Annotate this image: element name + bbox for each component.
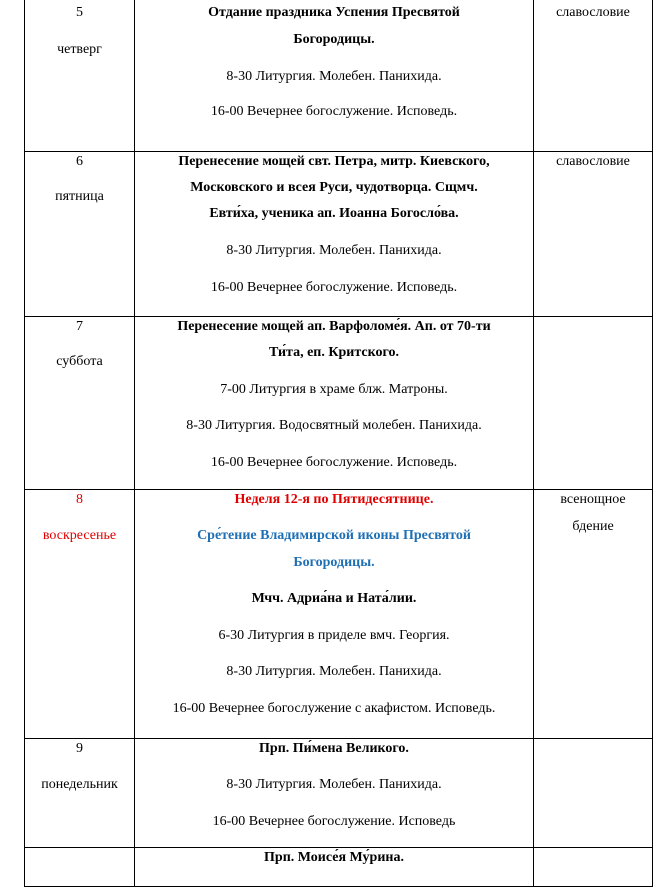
weekday: пятница: [55, 189, 104, 204]
feast-title: Сре́тение Владимирской иконы Пресвятой: [197, 528, 471, 543]
service-type-cell: [534, 739, 652, 848]
service-line: 16-00 Вечернее богослужение. Исповедь.: [210, 280, 458, 295]
service-type-cell: [534, 317, 652, 490]
service-line: 16-00 Вечернее богослужение. Исповедь.: [210, 455, 458, 470]
feast-title: Перенесение мощей ап. Варфоломе́я. Ап. от 70-ти: [177, 319, 491, 334]
event-cell: [135, 0, 533, 152]
table-row: [25, 739, 652, 848]
date-cell: [25, 848, 134, 886]
table-row: [25, 0, 652, 152]
feast-title: Евти́ха, ученика ап. Иоанна Богосло́ва.: [209, 206, 459, 221]
feast-title: Богородицы.: [293, 32, 375, 47]
event-cell: [135, 848, 533, 886]
service-line: 8-30 Литургия. Молебен. Панихида.: [226, 243, 442, 258]
feast-title: Московского и всея Руси, чудотворца. Сщмч.: [190, 180, 478, 195]
event-cell: [135, 739, 533, 848]
service-line: 16-00 Вечернее богослужение с акафистом. Исповедь.: [172, 701, 496, 716]
feast-title: Прп. Моисе́я Му́рина.: [264, 850, 404, 865]
date-cell: [25, 152, 134, 317]
service-type-cell: [534, 0, 652, 152]
table-row: [25, 317, 652, 490]
service-type: славословие: [556, 154, 630, 169]
sunday-title: Неделя 12-я по Пятидесятнице.: [234, 492, 434, 507]
day-number: 8: [76, 492, 83, 507]
weekday: понедельник: [41, 777, 118, 792]
weekday: четверг: [57, 42, 102, 57]
service-line: 8-30 Литургия. Молебен. Панихида.: [226, 664, 442, 679]
table-row: [25, 490, 652, 739]
day-number: 5: [76, 5, 83, 20]
feast-title: Прп. Пи́мена Великого.: [259, 741, 409, 756]
service-type-cell: [534, 152, 652, 317]
day-number: 7: [76, 319, 83, 334]
service-line: 8-30 Литургия. Водосвятный молебен. Панихида.: [186, 418, 482, 433]
date-cell: [25, 0, 134, 152]
date-cell: [25, 739, 134, 848]
date-cell: [25, 490, 134, 739]
day-number: 6: [76, 154, 83, 169]
event-cell: [135, 152, 533, 317]
service-line: 8-30 Литургия. Молебен. Панихида.: [226, 69, 442, 84]
event-cell: [135, 490, 533, 739]
saints-title: Мчч. Адриа́на и Ната́лии.: [251, 591, 417, 606]
service-type: всенощное: [560, 492, 626, 507]
table-row: [25, 152, 652, 317]
service-type: бдение: [572, 519, 614, 534]
service-line: 6-30 Литургия в приделе вмч. Георгия.: [218, 628, 450, 643]
service-line: 16-00 Вечернее богослужение. Исповедь: [212, 814, 456, 829]
service-line: 16-00 Вечернее богослужение. Исповедь.: [210, 104, 458, 119]
service-type-cell: [534, 848, 652, 886]
day-number: 9: [76, 741, 83, 756]
feast-title: Отдание праздника Успения Пресвятой: [208, 5, 460, 20]
event-cell: [135, 317, 533, 490]
date-cell: [25, 317, 134, 490]
weekday: воскресенье: [42, 528, 117, 543]
service-line: 8-30 Литургия. Молебен. Панихида.: [226, 777, 442, 792]
service-type: славословие: [556, 5, 630, 20]
feast-title: Богородицы.: [293, 555, 375, 570]
schedule-table: [24, 0, 653, 887]
feast-title: Перенесение мощей свт. Петра, митр. Киевского,: [178, 154, 490, 169]
service-line: 7-00 Литургия в храме блж. Матроны.: [220, 382, 448, 397]
service-type-cell: [534, 490, 652, 739]
table-row: [25, 848, 652, 886]
feast-title: Ти́та, еп. Критского.: [268, 345, 400, 360]
weekday: суббота: [56, 354, 103, 369]
